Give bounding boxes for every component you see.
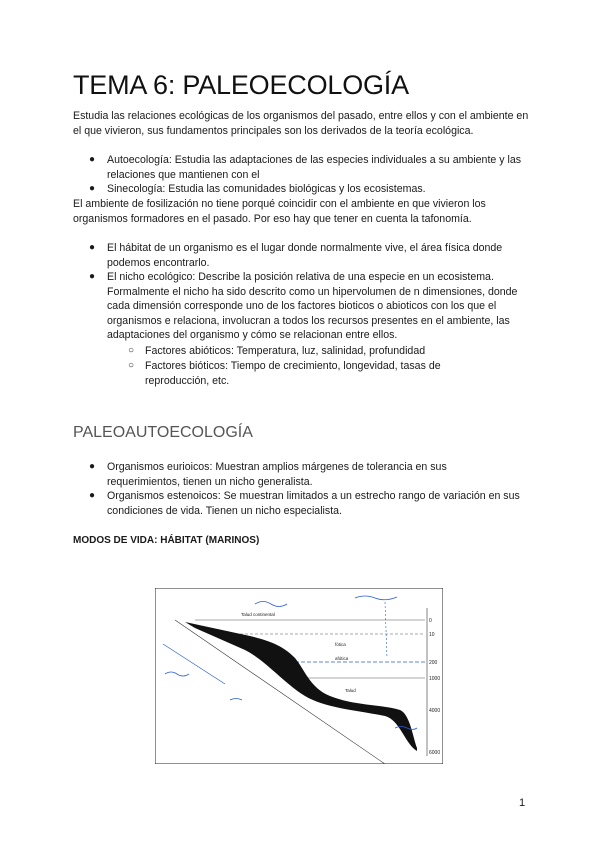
depth-label: 1000 [429, 676, 441, 682]
bullet-icon: ● [89, 242, 96, 253]
subsection-heading: MODOS DE VIDA: HÁBITAT (MARINOS) [73, 535, 260, 546]
zone-label: Talud continental [241, 612, 275, 617]
list-item: Organismos eurioicos: Muestran amplios márgenes de tolerancia en sus requerimientos, tienen un nicho generalista. [107, 461, 447, 488]
zone-label: fótica [335, 642, 346, 647]
depth-label: 0 [429, 618, 432, 624]
page-number: 1 [519, 797, 526, 809]
depth-label: 10 [429, 632, 435, 638]
fossilization-paragraph: El ambiente de fosilización no tiene porqué coincidir con el ambiente en que vivieron los organismos formadores en el pasado. Por eso hay que tener en cuenta la tafonomía. [73, 198, 486, 225]
bullet-icon: ● [89, 271, 96, 282]
list-item: Organismos estenoicos: Se muestran limitados a un estrecho rango de variación en sus condiciones de vida. Tienen un nicho especialista. [107, 490, 520, 517]
list-item: El hábitat de un organismo es el lugar donde normalmente vive, el área física donde podemos encontrarlo. [107, 242, 503, 269]
bullet-icon: ● [89, 154, 96, 165]
section-heading: PALEOAUTOECOLOGÍA [73, 424, 253, 441]
page-title: TEMA 6: PALEOECOLOGÍA [73, 70, 409, 100]
list-item: Autoecología: Estudia las adaptaciones de las especies individuales a su ambiente y las relaciones que mantienen con el [107, 154, 522, 181]
intro-paragraph: Estudia las relaciones ecológicas de los organismos del pasado, entre ellos y con el ambiente en el que vivieron, sus fundamentos principales son los derivados de la teoría ecológica. [73, 110, 529, 137]
list-item: Sinecología: Estudia las comunidades biológicas y los ecosistemas. [107, 183, 426, 195]
depth-label: 6000 [429, 750, 441, 756]
marine-habitat-diagram [155, 588, 443, 764]
depth-label: 200 [429, 660, 438, 666]
sublist-item: Factores abióticos: Temperatura, luz, salinidad, profundidad [145, 345, 426, 357]
zone-label: Talud [345, 688, 356, 693]
circle-bullet-icon: ○ [128, 345, 135, 356]
zone-label: afótica [335, 656, 349, 661]
circle-bullet-icon: ○ [128, 360, 135, 371]
sublist-item: Factores bióticos: Tiempo de crecimiento, longevidad, tasas de reproducción, etc. [145, 360, 441, 387]
bullet-icon: ● [89, 183, 96, 194]
depth-label: 4000 [429, 708, 441, 714]
list-item: El nicho ecológico: Describe la posición relativa de una especie en un ecosistema. Formalmente el nicho ha sido descrito como un hipervolumen de n dimensiones, donde cada dimensión corresponde uno de los factores bioticos o abioticos con los que el organismos e relaciona, involucran a todos los recursos presentes en el ambiente, las adaptaciones del organismo y cómo se relacionan entre ellos. [107, 271, 518, 342]
bullet-icon: ● [89, 461, 96, 472]
bullet-icon: ● [89, 490, 96, 501]
